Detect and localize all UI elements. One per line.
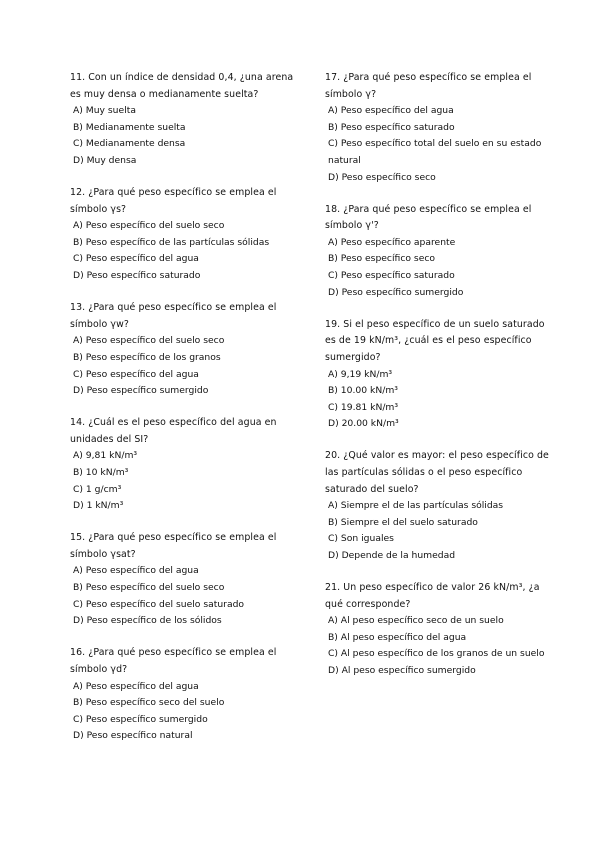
- option-a: A) Peso específico del suelo seco: [73, 220, 225, 232]
- option-c: C) 1 g/cm³: [73, 483, 122, 495]
- question-16: [70, 645, 302, 745]
- option-a: A) Siempre el de las partículas sólidas: [328, 500, 504, 512]
- question-20: [325, 448, 557, 564]
- option-b: B) Peso específico seco del suelo: [73, 697, 225, 709]
- option-d: D) Peso específico saturado: [73, 270, 201, 282]
- question-stem: 15. ¿Para qué peso específico se emplea el símbolo γsat?: [70, 532, 277, 560]
- question-stem: 21. Un peso específico de valor 26 kN/m³, ¿a qué corresponde?: [325, 582, 540, 610]
- option-d: D) 20.00 kN/m³: [328, 418, 399, 430]
- option-c: C) Peso específico del suelo saturado: [73, 598, 245, 610]
- option-b: B) Peso específico de las partículas sólidas: [73, 236, 270, 248]
- right-column: [325, 70, 557, 695]
- option-a: A) 9,19 kN/m³: [328, 368, 393, 380]
- left-column: [70, 70, 302, 760]
- option-c: C) Peso específico total del suelo en su estado natural: [328, 138, 542, 166]
- option-b: B) Medianamente suelta: [73, 121, 186, 133]
- question-18: [325, 202, 557, 302]
- option-c: C) Peso específico saturado: [328, 270, 455, 282]
- option-d: D) Peso específico natural: [73, 730, 193, 742]
- question-14: [70, 415, 302, 515]
- option-a: A) Muy suelta: [73, 105, 136, 117]
- question-13: [70, 300, 302, 400]
- option-b: B) Peso específico saturado: [328, 121, 455, 133]
- option-c: C) Medianamente densa: [73, 138, 186, 150]
- option-c: C) Peso específico sumergido: [73, 713, 208, 725]
- option-a: A) 9,81 kN/m³: [73, 450, 138, 462]
- question-stem: 16. ¿Para qué peso específico se emplea el símbolo γd?: [70, 647, 277, 675]
- option-a: A) Peso específico del agua: [73, 565, 199, 577]
- question-stem: 11. Con un índice de densidad 0,4, ¿una arena es muy densa o medianamente suelta?: [70, 72, 294, 100]
- option-c: C) Son iguales: [328, 533, 394, 545]
- option-d: D) Depende de la humedad: [328, 549, 456, 561]
- option-b: B) Peso específico seco: [328, 253, 436, 265]
- question-stem: 12. ¿Para qué peso específico se emplea el símbolo γs?: [70, 187, 277, 215]
- question-12: [70, 185, 302, 285]
- option-d: D) Peso específico sumergido: [328, 286, 464, 298]
- question-stem: 14. ¿Cuál es el peso específico del agua en unidades del SI?: [70, 417, 277, 445]
- option-b: B) Peso específico de los granos: [73, 351, 221, 363]
- option-d: D) Muy densa: [73, 154, 137, 166]
- question-stem: 17. ¿Para qué peso específico se emplea el símbolo γ?: [325, 72, 532, 100]
- option-b: B) 10.00 kN/m³: [328, 385, 398, 397]
- option-d: D) Peso específico de los sólidos: [73, 615, 222, 627]
- option-b: B) Siempre el del suelo saturado: [328, 516, 478, 528]
- option-b: B) Al peso específico del agua: [328, 631, 467, 643]
- question-stem: 18. ¿Para qué peso específico se emplea el símbolo γ'?: [325, 203, 532, 232]
- option-a: A) Peso específico aparente: [328, 236, 456, 248]
- question-21: [325, 580, 557, 680]
- question-17: [325, 70, 557, 186]
- option-a: A) Peso específico del agua: [328, 105, 454, 117]
- option-b: B) Peso específico del suelo seco: [73, 582, 225, 594]
- question-stem: 13. ¿Para qué peso específico se emplea el símbolo γw?: [70, 302, 277, 330]
- option-b: B) 10 kN/m³: [73, 466, 129, 478]
- option-a: A) Peso específico del agua: [73, 680, 199, 692]
- question-stem: 20. ¿Qué valor es mayor: el peso específico de las partículas sólidas o el peso específico saturado del suelo?: [325, 450, 549, 495]
- option-c: C) Al peso específico de los granos de un suelo: [328, 648, 545, 660]
- question-19: [325, 317, 557, 433]
- option-c: C) Peso específico del agua: [73, 253, 199, 265]
- option-c: C) Peso específico del agua: [73, 368, 199, 380]
- option-a: A) Peso específico del suelo seco: [73, 335, 225, 347]
- option-d: D) 1 kN/m³: [73, 500, 124, 512]
- question-stem: 19. Si el peso específico de un suelo saturado es de 19 kN/m³, ¿cuál es el peso específico sumergido?: [325, 318, 545, 363]
- option-d: D) Al peso específico sumergido: [328, 665, 476, 676]
- question-15: [70, 530, 302, 630]
- option-d: D) Peso específico seco: [328, 171, 436, 183]
- question-11: [70, 70, 302, 170]
- option-a: A) Al peso específico seco de un suelo: [328, 615, 504, 627]
- option-d: D) Peso específico sumergido: [73, 385, 209, 397]
- option-c: C) 19.81 kN/m³: [328, 401, 399, 413]
